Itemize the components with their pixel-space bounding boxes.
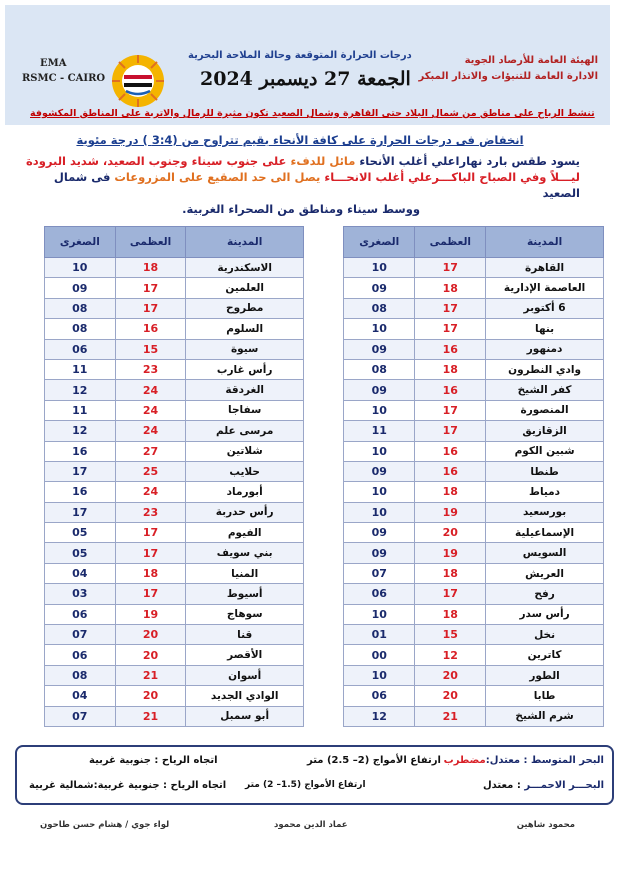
city-cell: المنصورة bbox=[486, 400, 604, 420]
city-cell: المنيا bbox=[186, 563, 304, 583]
summary-highlight: مائل للدفء bbox=[290, 154, 356, 168]
table-row bbox=[344, 319, 604, 339]
city-cell: 6 أكتوبر bbox=[486, 298, 604, 318]
summary-line-3 bbox=[20, 169, 580, 201]
summary-text: فى شمال الصعيد bbox=[53, 170, 580, 200]
city-cell: أسوان bbox=[186, 665, 304, 685]
max-temp-cell: 24 bbox=[115, 380, 186, 400]
max-temp-cell: 19 bbox=[415, 502, 486, 522]
city-cell: سوهاج bbox=[186, 604, 304, 624]
max-temp-cell: 18 bbox=[415, 563, 486, 583]
min-temp-cell: 03 bbox=[45, 584, 116, 604]
max-temp-cell: 16 bbox=[415, 441, 486, 461]
org-name-line2: الادارة العامة للتنبؤات والانذار المبكر bbox=[418, 71, 598, 82]
min-temp-cell: 10 bbox=[344, 502, 415, 522]
summary-line-2 bbox=[20, 153, 580, 169]
max-temp-cell: 23 bbox=[115, 502, 186, 522]
table-row bbox=[344, 543, 604, 563]
red-sea-wind: اتجاه الرياح : جنوبية غربية:شمالية غربية bbox=[29, 780, 227, 791]
table-row bbox=[45, 502, 304, 522]
max-temp-cell: 24 bbox=[115, 421, 186, 441]
min-temp-cell: 08 bbox=[45, 298, 116, 318]
city-cell: طنطا bbox=[486, 461, 604, 481]
table-row bbox=[344, 584, 604, 604]
city-cell: حلايب bbox=[186, 461, 304, 481]
table-row bbox=[344, 339, 604, 359]
table-row bbox=[344, 523, 604, 543]
min-temp-cell: 11 bbox=[45, 400, 116, 420]
min-temp-cell: 17 bbox=[45, 461, 116, 481]
summary-text: ليـــلاً وفي الصباح الباكـــرعلي أغلب الانحـــاء bbox=[324, 170, 580, 184]
table-row bbox=[344, 400, 604, 420]
max-temp-cell: 16 bbox=[415, 380, 486, 400]
min-temp-cell: 12 bbox=[45, 421, 116, 441]
red-sea-state: : معتدل bbox=[482, 780, 521, 791]
table-row bbox=[45, 421, 304, 441]
summary-headline: انخفاض فى درجات الحرارة على كافة الأنحاء بقيم تتراوح من (3:4 ) درجة مئوية bbox=[76, 133, 524, 147]
city-cell: قنا bbox=[186, 625, 304, 645]
city-cell: الفيوم bbox=[186, 523, 304, 543]
city-cell: رأس حدربة bbox=[186, 502, 304, 522]
city-cell: دمنهور bbox=[486, 339, 604, 359]
city-cell: رفح bbox=[486, 584, 604, 604]
page-subtitle: درجات الحرارة المتوقعة وحالة الملاحة البحرية bbox=[188, 50, 412, 61]
min-temp-cell: 09 bbox=[344, 543, 415, 563]
city-cell: الغردقة bbox=[186, 380, 304, 400]
col-header-max: العظمى bbox=[115, 227, 186, 258]
signature-3: لواء جوي / هشام حسن طاحون bbox=[40, 820, 170, 830]
max-temp-cell: 24 bbox=[115, 482, 186, 502]
max-temp-cell: 23 bbox=[115, 359, 186, 379]
summary-line-4: ووسط سيناء ومناطق من الصحراء الغربية. bbox=[182, 202, 420, 216]
city-cell: سيوة bbox=[186, 339, 304, 359]
city-cell: أبورماد bbox=[186, 482, 304, 502]
table-row bbox=[344, 482, 604, 502]
table-row bbox=[344, 686, 604, 706]
table-row bbox=[344, 298, 604, 318]
min-temp-cell: 08 bbox=[344, 298, 415, 318]
table-row bbox=[344, 278, 604, 298]
max-temp-cell: 18 bbox=[415, 359, 486, 379]
city-cell: طابا bbox=[486, 686, 604, 706]
table-row bbox=[45, 339, 304, 359]
red-sea-waves: ارتفاع الأمواج (1.5– 2) متر bbox=[245, 780, 366, 790]
red-sea-label: البحـــر الاحمـــر bbox=[524, 780, 604, 791]
min-temp-cell: 07 bbox=[344, 563, 415, 583]
min-temp-cell: 10 bbox=[344, 482, 415, 502]
table-row bbox=[45, 258, 304, 278]
temperature-table-left bbox=[44, 226, 304, 727]
col-header-min: الصغرى bbox=[344, 227, 415, 258]
max-temp-cell: 20 bbox=[115, 625, 186, 645]
col-header-min: الصغرى bbox=[45, 227, 116, 258]
min-temp-cell: 17 bbox=[45, 502, 116, 522]
city-cell: بنها bbox=[486, 319, 604, 339]
org-code-ema: EMA bbox=[40, 58, 67, 69]
min-temp-cell: 06 bbox=[45, 339, 116, 359]
table-row bbox=[45, 665, 304, 685]
med-sea-wind: اتجاه الرياح : جنوبية غربية bbox=[89, 755, 218, 766]
min-temp-cell: 12 bbox=[344, 706, 415, 726]
city-cell: السلوم bbox=[186, 319, 304, 339]
table-row bbox=[344, 625, 604, 645]
city-cell: نخل bbox=[486, 625, 604, 645]
table-row bbox=[344, 706, 604, 726]
org-name-line1: الهيئة العامة للأرصاد الجوية bbox=[464, 55, 598, 66]
min-temp-cell: 06 bbox=[45, 604, 116, 624]
table-row bbox=[344, 645, 604, 665]
min-temp-cell: 08 bbox=[344, 359, 415, 379]
min-temp-cell: 09 bbox=[344, 461, 415, 481]
max-temp-cell: 19 bbox=[115, 604, 186, 624]
max-temp-cell: 17 bbox=[415, 258, 486, 278]
city-cell: أسيوط bbox=[186, 584, 304, 604]
city-cell: رأس سدر bbox=[486, 604, 604, 624]
city-cell: الوادي الجديد bbox=[186, 686, 304, 706]
city-cell: مطروح bbox=[186, 298, 304, 318]
weather-summary bbox=[20, 133, 580, 217]
min-temp-cell: 09 bbox=[344, 523, 415, 543]
max-temp-cell: 16 bbox=[415, 339, 486, 359]
table-row bbox=[344, 604, 604, 624]
city-cell: كاترين bbox=[486, 645, 604, 665]
table-row bbox=[45, 482, 304, 502]
max-temp-cell: 21 bbox=[115, 665, 186, 685]
max-temp-cell: 17 bbox=[115, 523, 186, 543]
col-header-city: المدينة bbox=[186, 227, 304, 258]
city-cell: شرم الشيخ bbox=[486, 706, 604, 726]
min-temp-cell: 10 bbox=[344, 400, 415, 420]
max-temp-cell: 17 bbox=[115, 584, 186, 604]
max-temp-cell: 17 bbox=[415, 298, 486, 318]
table-row bbox=[344, 359, 604, 379]
city-cell: بني سويف bbox=[186, 543, 304, 563]
wind-alert: تنشط الرياح على مناطق من شمال البلاد حتى القاهرة وشمال الصعيد تكون مثيرة للرمال والاتربة على المناطق المكشوفة bbox=[30, 108, 595, 119]
summary-text: على جنوب سيناء وجنوب الصعيد، شديد البرودة bbox=[26, 154, 287, 168]
min-temp-cell: 10 bbox=[344, 665, 415, 685]
table-row bbox=[45, 319, 304, 339]
med-sea-state: مضطرب bbox=[443, 755, 486, 766]
max-temp-cell: 17 bbox=[115, 543, 186, 563]
min-temp-cell: 00 bbox=[344, 645, 415, 665]
signature-1: محمود شاهين bbox=[516, 820, 575, 830]
table-row bbox=[344, 502, 604, 522]
max-temp-cell: 21 bbox=[415, 706, 486, 726]
table-row bbox=[344, 258, 604, 278]
city-cell: أبو سمبل bbox=[186, 706, 304, 726]
max-temp-cell: 20 bbox=[415, 523, 486, 543]
city-cell: رأس غارب bbox=[186, 359, 304, 379]
max-temp-cell: 27 bbox=[115, 441, 186, 461]
max-temp-cell: 15 bbox=[115, 339, 186, 359]
max-temp-cell: 18 bbox=[415, 482, 486, 502]
min-temp-cell: 16 bbox=[45, 441, 116, 461]
min-temp-cell: 11 bbox=[45, 359, 116, 379]
min-temp-cell: 16 bbox=[45, 482, 116, 502]
summary-text: يسود طقس بارد نهاراعلي أغلب الأنحاء bbox=[359, 154, 580, 168]
signature-2: عماد الدين محمود bbox=[274, 820, 348, 830]
city-cell: الاسكندرية bbox=[186, 258, 304, 278]
city-cell: الأقصر bbox=[186, 645, 304, 665]
max-temp-cell: 16 bbox=[415, 461, 486, 481]
table-row bbox=[45, 563, 304, 583]
min-temp-cell: 01 bbox=[344, 625, 415, 645]
table-row bbox=[344, 380, 604, 400]
min-temp-cell: 09 bbox=[344, 380, 415, 400]
org-code-rsmc: RSMC - CAIRO bbox=[22, 73, 106, 84]
summary-highlight: يصل الى حد الصقيع على المزروعات bbox=[114, 170, 321, 184]
min-temp-cell: 06 bbox=[45, 645, 116, 665]
city-cell: العلمين bbox=[186, 278, 304, 298]
min-temp-cell: 08 bbox=[45, 319, 116, 339]
min-temp-cell: 06 bbox=[344, 686, 415, 706]
table-row bbox=[45, 584, 304, 604]
max-temp-cell: 17 bbox=[415, 319, 486, 339]
max-temp-cell: 17 bbox=[415, 421, 486, 441]
city-cell: دمياط bbox=[486, 482, 604, 502]
max-temp-cell: 12 bbox=[415, 645, 486, 665]
min-temp-cell: 10 bbox=[45, 258, 116, 278]
table-row bbox=[344, 461, 604, 481]
city-cell: بورسعيد bbox=[486, 502, 604, 522]
temperature-table-right bbox=[343, 226, 604, 727]
min-temp-cell: 09 bbox=[344, 339, 415, 359]
min-temp-cell: 09 bbox=[45, 278, 116, 298]
table-row bbox=[45, 645, 304, 665]
city-cell: القاهرة bbox=[486, 258, 604, 278]
red-sea-status bbox=[483, 780, 604, 791]
max-temp-cell: 19 bbox=[415, 543, 486, 563]
city-cell: كفر الشيخ bbox=[486, 380, 604, 400]
max-temp-cell: 25 bbox=[115, 461, 186, 481]
min-temp-cell: 04 bbox=[45, 686, 116, 706]
table-row bbox=[344, 563, 604, 583]
table-row bbox=[45, 380, 304, 400]
table-row bbox=[45, 706, 304, 726]
max-temp-cell: 17 bbox=[115, 278, 186, 298]
col-header-max: العظمى bbox=[415, 227, 486, 258]
max-temp-cell: 24 bbox=[115, 400, 186, 420]
max-temp-cell: 18 bbox=[115, 258, 186, 278]
ema-logo-icon bbox=[110, 53, 166, 109]
city-cell: مرسى علم bbox=[186, 421, 304, 441]
city-cell: الزقازيق bbox=[486, 421, 604, 441]
city-cell: الطور bbox=[486, 665, 604, 685]
min-temp-cell: 09 bbox=[344, 278, 415, 298]
table-row bbox=[344, 441, 604, 461]
table-row bbox=[45, 543, 304, 563]
min-temp-cell: 10 bbox=[344, 604, 415, 624]
city-cell: الإسماعيلية bbox=[486, 523, 604, 543]
sea-navigation-box bbox=[15, 745, 614, 805]
forecast-date: الجمعة 27 ديسمبر 2024 bbox=[200, 68, 411, 90]
max-temp-cell: 17 bbox=[115, 298, 186, 318]
max-temp-cell: 15 bbox=[415, 625, 486, 645]
col-header-city: المدينة bbox=[486, 227, 604, 258]
min-temp-cell: 07 bbox=[45, 706, 116, 726]
table-row bbox=[344, 421, 604, 441]
max-temp-cell: 16 bbox=[115, 319, 186, 339]
min-temp-cell: 11 bbox=[344, 421, 415, 441]
med-sea-status bbox=[444, 755, 604, 766]
max-temp-cell: 18 bbox=[415, 604, 486, 624]
med-sea-label: البحر المتوسط : معتدل: bbox=[485, 755, 604, 766]
max-temp-cell: 20 bbox=[415, 686, 486, 706]
table-row bbox=[45, 278, 304, 298]
max-temp-cell: 20 bbox=[415, 665, 486, 685]
table-row bbox=[45, 604, 304, 624]
max-temp-cell: 18 bbox=[415, 278, 486, 298]
city-cell: وادي النطرون bbox=[486, 359, 604, 379]
max-temp-cell: 17 bbox=[415, 584, 486, 604]
table-row bbox=[45, 298, 304, 318]
city-cell: سفاجا bbox=[186, 400, 304, 420]
min-temp-cell: 10 bbox=[344, 319, 415, 339]
med-sea-waves: ارتفاع الأمواج (2– 2.5) متر bbox=[307, 755, 441, 766]
city-cell: العريش bbox=[486, 563, 604, 583]
min-temp-cell: 05 bbox=[45, 523, 116, 543]
max-temp-cell: 20 bbox=[115, 686, 186, 706]
max-temp-cell: 21 bbox=[115, 706, 186, 726]
min-temp-cell: 08 bbox=[45, 665, 116, 685]
city-cell: العاصمة الإدارية bbox=[486, 278, 604, 298]
min-temp-cell: 05 bbox=[45, 543, 116, 563]
city-cell: شبين الكوم bbox=[486, 441, 604, 461]
min-temp-cell: 07 bbox=[45, 625, 116, 645]
table-row bbox=[45, 625, 304, 645]
max-temp-cell: 17 bbox=[415, 400, 486, 420]
city-cell: السويس bbox=[486, 543, 604, 563]
min-temp-cell: 10 bbox=[344, 441, 415, 461]
min-temp-cell: 06 bbox=[344, 584, 415, 604]
table-row bbox=[344, 665, 604, 685]
city-cell: شلاتين bbox=[186, 441, 304, 461]
table-row bbox=[45, 359, 304, 379]
table-row bbox=[45, 400, 304, 420]
max-temp-cell: 20 bbox=[115, 645, 186, 665]
min-temp-cell: 10 bbox=[344, 258, 415, 278]
table-row bbox=[45, 441, 304, 461]
max-temp-cell: 18 bbox=[115, 563, 186, 583]
min-temp-cell: 04 bbox=[45, 563, 116, 583]
table-row bbox=[45, 461, 304, 481]
min-temp-cell: 12 bbox=[45, 380, 116, 400]
table-row bbox=[45, 686, 304, 706]
table-row bbox=[45, 523, 304, 543]
